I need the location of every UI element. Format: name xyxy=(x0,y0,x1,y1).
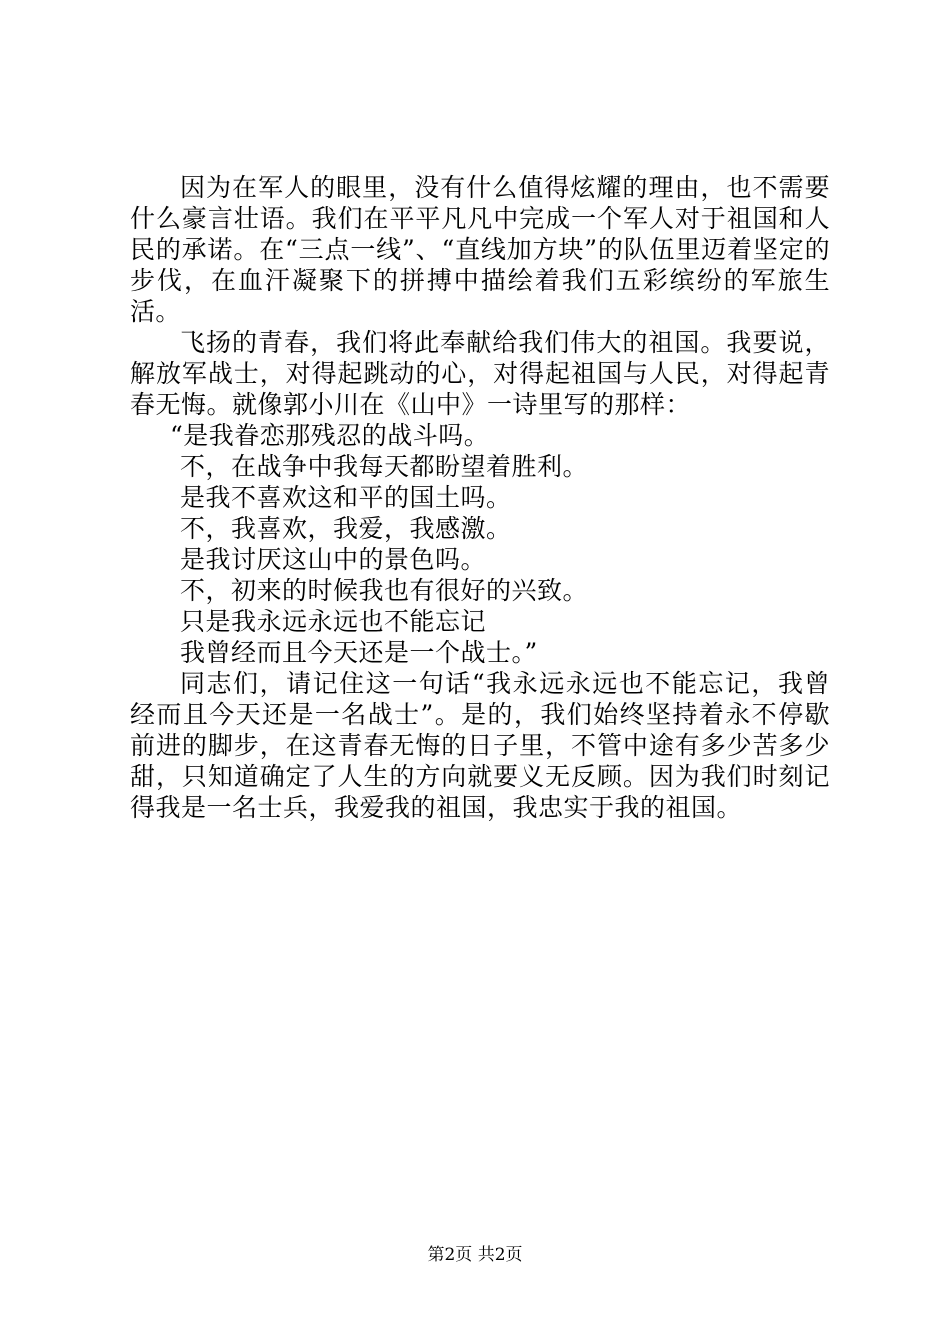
poem-line-3: 是我不喜欢这和平的国土吗。 xyxy=(180,483,512,512)
poem-line-6: 不，初来的时候我也有很好的兴致。 xyxy=(180,576,589,605)
poem-line-7: 只是我永远永远也不能忘记 xyxy=(180,607,487,636)
body-paragraph-1: 因为在军人的眼里，没有什么值得炫耀的理由，也不需要什么豪言壮语。我们在平平凡凡中完成一个军人对于祖国和人民的承诺。在“三点一线”、“直线加方块”的队伍里迈着坚定的步伐，在血汗凝聚下的拼搏中描绘着我们五彩缤纷的军旅生活。 xyxy=(130,173,830,326)
closing-paragraph: 同志们，请记住这一句话“我永远永远也不能忘记，我曾经而且今天还是一名战士”。是的，我们始终坚持着永不停歇前进的脚步，在这青春无悔的日子里，不管中途有多少苦多少甜，只知道确定了人生的方向就要义无反顾。因为我们时刻记得我是一名士兵，我爱我的祖国，我忠实于我的祖国。 xyxy=(130,669,830,822)
poem-line-8: 我曾经而且今天还是一个战士。” xyxy=(180,638,538,667)
page-footer: 第2页 共2页 xyxy=(427,1245,523,1265)
poem-line-4: 不，我喜欢，我爱，我感激。 xyxy=(180,514,512,543)
poem-line-1: “是我眷恋那残忍的战斗吗。 xyxy=(170,421,490,450)
document-body xyxy=(130,172,830,823)
poem-line-2: 不，在战争中我每天都盼望着胜利。 xyxy=(180,452,589,481)
body-paragraph-2: 飞扬的青春，我们将此奉献给我们伟大的祖国。我要说，解放军战士，对得起跳动的心，对得起祖国与人民，对得起青春无悔。就像郭小川在《山中》一诗里写的那样： xyxy=(130,328,830,419)
poem-line-5: 是我讨厌这山中的景色吗。 xyxy=(180,545,487,574)
